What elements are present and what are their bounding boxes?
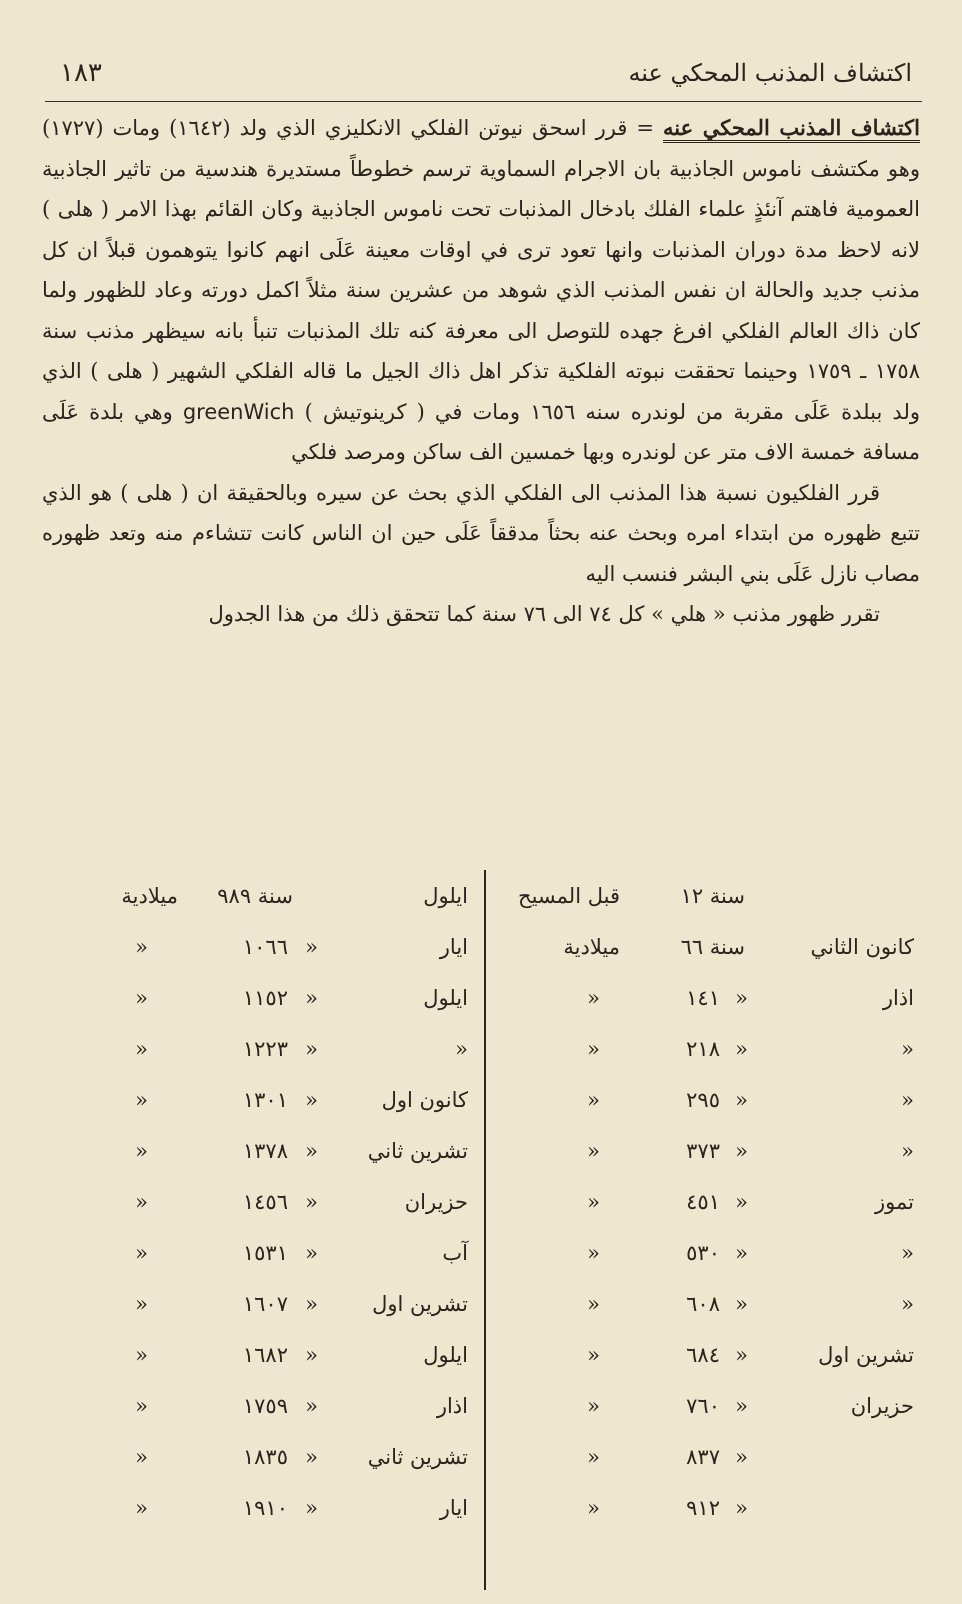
ditto-mark: «: [305, 1087, 318, 1112]
month-cell: تشرين ثاني: [367, 1444, 468, 1469]
ditto-mark: «: [735, 1189, 748, 1214]
table-column-right: [492, 870, 920, 1590]
era-cell: ميلادية: [563, 934, 620, 959]
year-cell: ١٨٣٥: [242, 1444, 288, 1469]
month-cell: حزيران: [850, 1393, 914, 1418]
ditto-mark: «: [135, 1495, 148, 1520]
year-cell: ٢١٨: [686, 1036, 720, 1061]
table-row: [48, 1227, 478, 1278]
month-cell: اذار: [436, 1393, 468, 1418]
month-cell: كانون الثاني: [810, 934, 914, 959]
ditto-mark: «: [735, 1240, 748, 1265]
ditto-mark: «: [135, 1240, 148, 1265]
ditto-mark: «: [135, 934, 148, 959]
table-row: [492, 1329, 920, 1380]
ditto-mark: «: [305, 985, 318, 1010]
ditto-mark: «: [305, 1036, 318, 1061]
year-cell: ٨٣٧: [686, 1444, 720, 1469]
ditto-mark: «: [135, 1444, 148, 1469]
year-cell: ٦٠٨: [686, 1291, 720, 1316]
ditto-mark: «: [587, 1240, 600, 1265]
table-row: [48, 1125, 478, 1176]
year-cell: ١٣٠١: [242, 1087, 288, 1112]
table-row: [48, 1023, 478, 1074]
year-cell: ١٥٣١: [242, 1240, 288, 1265]
month-cell: تموز: [875, 1189, 914, 1214]
table-row: [492, 1431, 920, 1482]
page-number: ١٨٣: [60, 58, 102, 88]
table-row: [492, 972, 920, 1023]
ditto-mark: «: [135, 985, 148, 1010]
month-cell: ايلول: [423, 1342, 468, 1367]
table-row: [492, 921, 920, 972]
month-cell: «: [901, 1036, 914, 1061]
month-cell: ايلول: [423, 883, 468, 908]
month-cell: تشرين اول: [818, 1342, 914, 1367]
table-row: [48, 972, 478, 1023]
year-cell: ٤٥١: [686, 1189, 720, 1214]
table-row: [492, 1380, 920, 1431]
ditto-mark: «: [305, 1393, 318, 1418]
month-cell: تشرين اول: [372, 1291, 468, 1316]
month-cell: ايار: [439, 934, 468, 959]
latin-word: greenWich: [182, 399, 295, 424]
table-row: [48, 1380, 478, 1431]
year-cell: ٩١٢: [686, 1495, 720, 1520]
year-cell: ١٩١٠: [242, 1495, 288, 1520]
ditto-mark: «: [135, 1087, 148, 1112]
table-row: [48, 1176, 478, 1227]
ditto-mark: «: [735, 1444, 748, 1469]
era-cell: ميلادية: [121, 883, 178, 908]
ditto-mark: «: [735, 1036, 748, 1061]
month-cell: «: [901, 1087, 914, 1112]
month-cell: «: [901, 1240, 914, 1265]
ditto-mark: «: [587, 1291, 600, 1316]
paragraph-1-end: وهي بلدة عَلَى مسافة خمسة الاف متر عن لوندره وبها خمسين الف ساكن ومرصد فلكي: [42, 399, 920, 464]
table-row: [48, 1482, 478, 1533]
month-cell: حزيران: [404, 1189, 468, 1214]
ditto-mark: «: [587, 1444, 600, 1469]
running-header: [60, 50, 912, 96]
ditto-mark: «: [735, 1138, 748, 1163]
running-title: اكتشاف المذنب المحكي عنه: [628, 59, 912, 87]
ditto-mark: «: [305, 1189, 318, 1214]
ditto-mark: «: [305, 1240, 318, 1265]
table-row: [48, 870, 478, 921]
table-row: [492, 1278, 920, 1329]
year-cell: ٧٦٠: [686, 1393, 720, 1418]
ditto-mark: «: [305, 1444, 318, 1469]
year-cell: سنة ٩٨٩: [217, 883, 293, 908]
month-cell: «: [901, 1138, 914, 1163]
article-heading: اكتشاف المذنب المحكي عنه: [663, 115, 920, 143]
year-cell: سنة ١٢: [680, 883, 745, 908]
ditto-mark: «: [735, 1291, 748, 1316]
year-cell: ١٣٧٨: [242, 1138, 288, 1163]
table-row: [48, 1431, 478, 1482]
ditto-mark: «: [305, 934, 318, 959]
year-cell: ١٢٢٣: [242, 1036, 288, 1061]
year-cell: سنة ٦٦: [680, 934, 745, 959]
ditto-mark: «: [587, 1342, 600, 1367]
month-cell: «: [901, 1291, 914, 1316]
year-cell: ٣٧٣: [686, 1138, 720, 1163]
ditto-mark: «: [587, 1393, 600, 1418]
month-cell: كانون اول: [381, 1087, 468, 1112]
ditto-mark: «: [587, 985, 600, 1010]
table-row: [492, 1176, 920, 1227]
table-row: [48, 1329, 478, 1380]
paragraph-3: تقرر ظهور مذنب « هلي » كل ٧٤ الى ٧٦ سنة كما تتحقق ذلك من هذا الجدول: [208, 602, 880, 626]
year-cell: ٥٣٠: [686, 1240, 720, 1265]
table-row: [48, 1074, 478, 1125]
table-row: [48, 921, 478, 972]
ditto-mark: «: [587, 1087, 600, 1112]
ditto-mark: «: [135, 1138, 148, 1163]
month-cell: ايلول: [423, 985, 468, 1010]
month-cell: اذار: [882, 985, 914, 1010]
ditto-mark: «: [587, 1138, 600, 1163]
month-cell: ايار: [439, 1495, 468, 1520]
table-row: [492, 1074, 920, 1125]
year-cell: ١٤١: [686, 985, 720, 1010]
ditto-mark: «: [305, 1342, 318, 1367]
year-cell: ٦٨٤: [686, 1342, 720, 1367]
ditto-mark: «: [135, 1291, 148, 1316]
column-divider: [484, 870, 486, 1590]
table-column-left: [48, 870, 478, 1590]
year-cell: ١٧٥٩: [242, 1393, 288, 1418]
header-rule: [45, 101, 922, 102]
ditto-mark: «: [305, 1138, 318, 1163]
ditto-mark: «: [587, 1189, 600, 1214]
table-row: [48, 1278, 478, 1329]
year-cell: ١١٥٢: [242, 985, 288, 1010]
ditto-mark: «: [735, 1342, 748, 1367]
month-cell: «: [455, 1036, 468, 1061]
ditto-mark: «: [735, 1495, 748, 1520]
month-cell: تشرين ثاني: [367, 1138, 468, 1163]
ditto-mark: «: [135, 1342, 148, 1367]
table-row: [492, 1125, 920, 1176]
ditto-mark: «: [305, 1291, 318, 1316]
ditto-mark: «: [135, 1189, 148, 1214]
ditto-mark: «: [587, 1495, 600, 1520]
paragraph-1: [42, 108, 920, 473]
year-cell: ٢٩٥: [686, 1087, 720, 1112]
ditto-mark: «: [735, 1087, 748, 1112]
year-cell: ١٦٠٧: [242, 1291, 288, 1316]
ditto-mark: «: [135, 1036, 148, 1061]
table-row: [492, 1023, 920, 1074]
table-row: [492, 1227, 920, 1278]
year-cell: ١٤٥٦: [242, 1189, 288, 1214]
era-cell: قبل المسيح: [518, 883, 620, 908]
table-row: [492, 1482, 920, 1533]
month-cell: آب: [442, 1240, 468, 1265]
article-body: [42, 108, 920, 635]
year-cell: ١٦٨٢: [242, 1342, 288, 1367]
ditto-mark: «: [587, 1036, 600, 1061]
ditto-mark: «: [305, 1495, 318, 1520]
ditto-mark: «: [735, 985, 748, 1010]
comet-appearance-table: [48, 870, 920, 1590]
table-row: [492, 870, 920, 921]
paragraph-2: قرر الفلكيون نسبة هذا المذنب الى الفلكي الذي بحث عن سيره وبالحقيقة ان ( هلى ) هو الذي تتبع ظهوره من ابتداء امره وبحث عنه بحثاً مدققاً عَلَى حين ان الناس كانت تتشاءم منه وتعد ظهوره مصاب نازل عَلَى بني البشر فنسب اليه: [42, 480, 920, 586]
year-cell: ١٠٦٦: [242, 934, 288, 959]
ditto-mark: «: [735, 1393, 748, 1418]
ditto-mark: «: [135, 1393, 148, 1418]
paragraph-1-text: = قرر اسحق نيوتن الفلكي الانكليزي الذي ولد (١٦٤٢) ومات (١٧٢٧) وهو مكتشف ناموس الجاذبية بان الاجرام السماوية ترسم خطوطاً مستديرة هندسية من تاثير الجاذبية العمومية فاهتم آنئذٍ علماء الفلك بادخال المذنبات تحت ناموس الجاذبية وكان القائم بهذا الامر ( هلى ) لانه لاحظ مدة دوران المذنبات وانها تعود ترى في اوقات معينة عَلَى انهم كانوا يتوهمون قبلاً ان كل مذنب جديد والحالة ان نفس المذنب الذي شوهد من عشرين سنة مثلاً اكمل دورته وعاد للظهور ولما كان ذاك العالم الفلكي افرغ جهده للتوصل الى معرفة كنه تلك المذنبات تنبأ بانه سيظهر مذنب سنة ١٧٥٨ ـ ١٧٥٩ وحينما تحققت نبوته الفلكية تذكر اهل ذاك الجيل ما قاله الفلكي الشهير ( هلى ) الذي ولد ببلدة عَلَى مقربة من لوندره سنه ١٦٥٦ ومات في ( كرينوتيش ): [42, 116, 920, 424]
